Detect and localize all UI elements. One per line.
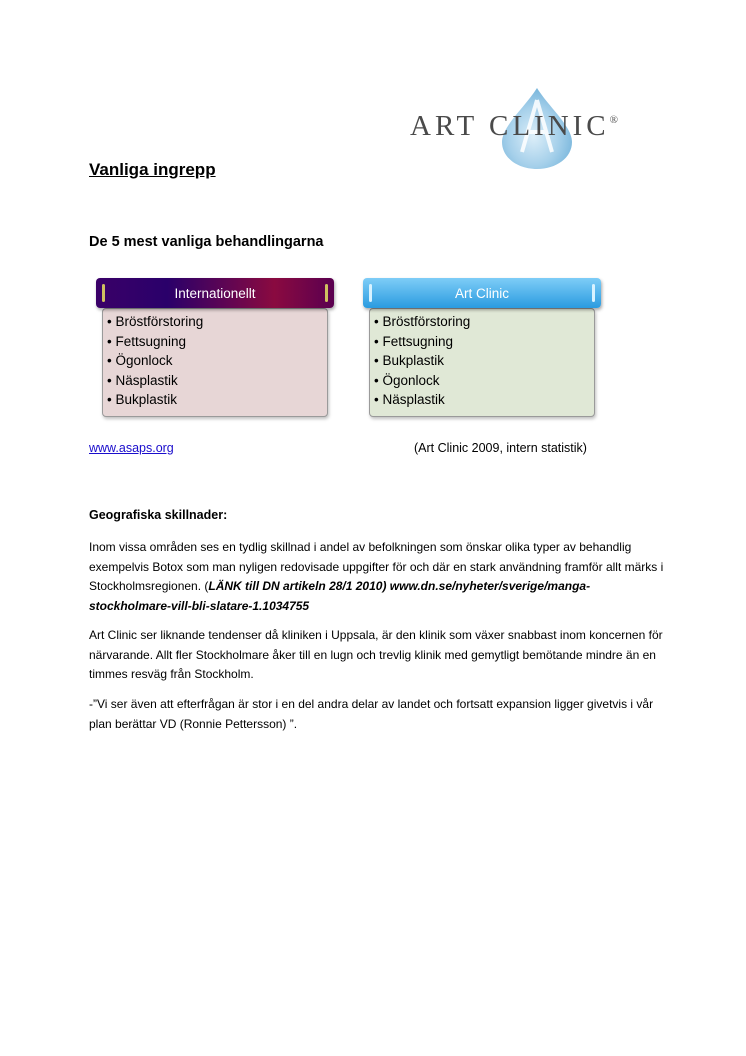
header-accent-left [102, 284, 105, 302]
art-clinic-source-note: (Art Clinic 2009, intern statistik) [414, 441, 587, 455]
international-list-box [96, 278, 334, 417]
paragraph-botox: Inom vissa områden ses en tydlig skillnad i andel av befolkningen som önskar olika typer av behandlig exempelvis Botox som man nyligen redovisade uppgifter för och där en stark användning framför allt märks i Stockholmsregionen. (LÄNK till DN artikeln 28/1 2010) www.dn.se/nyheter/sverige/manga-stockholmare-vill-bli-slatare-1.1034755 [89, 540, 664, 613]
art-clinic-logo [410, 86, 660, 170]
paragraph-uppsala: Art Clinic ser liknande tendenser då kliniken i Uppsala, är den klinik som växer snabbast inom koncernen för närvarande. Allt fler Stockholmare åker till en lugn och trevlig klinik med gemytligt bemötande mindre än en timmes resväg från Stockholm. [89, 628, 663, 681]
art-clinic-list-title: Art Clinic [454, 285, 509, 301]
list-item: • Ögonlock [107, 353, 173, 368]
asaps-source-link[interactable]: www.asaps.org [89, 441, 174, 455]
international-list-body [102, 308, 328, 417]
list-item: • Bröstförstoring [107, 314, 204, 329]
art-clinic-list-header [363, 278, 601, 308]
header-accent-right [592, 284, 595, 302]
list-item: • Bukplastik [107, 392, 178, 407]
list-item: • Bukplastik [374, 353, 445, 368]
art-clinic-list-box [363, 278, 601, 417]
geographic-differences-heading: Geografiska skillnader: [89, 508, 228, 522]
header-accent-right [325, 284, 328, 302]
international-list-header [96, 278, 334, 308]
page-title: Vanliga ingrepp [89, 160, 216, 179]
list-item: • Fettsugning [374, 333, 454, 349]
header-accent-left [369, 284, 372, 302]
list-item: • Bröstförstoring [374, 314, 471, 329]
logo-wordmark: ART CLINIC® [410, 110, 619, 142]
paragraph-quote: -”Vi ser även att efterfrågan är stor i en del andra delar av landet och fortsatt expansion ligger givetvis i vår plan berättar VD (Ronnie Pettersson) ”. [89, 697, 654, 731]
list-item: • Fettsugning [107, 333, 187, 349]
art-clinic-list-body [369, 308, 595, 417]
list-item: • Ögonlock [374, 372, 440, 388]
dn-article-link-text: LÄNK till DN artikeln 28/1 2010) www.dn.se/nyheter/sverige/manga-stockholmare-vill-bli-slatare-1.1034755 [89, 579, 591, 613]
list-item: • Näsplastik [374, 392, 445, 407]
section-subheading: De 5 mest vanliga behandlingarna [89, 234, 324, 250]
list-item: • Näsplastik [107, 372, 178, 388]
international-list-title: Internationellt [174, 285, 256, 301]
